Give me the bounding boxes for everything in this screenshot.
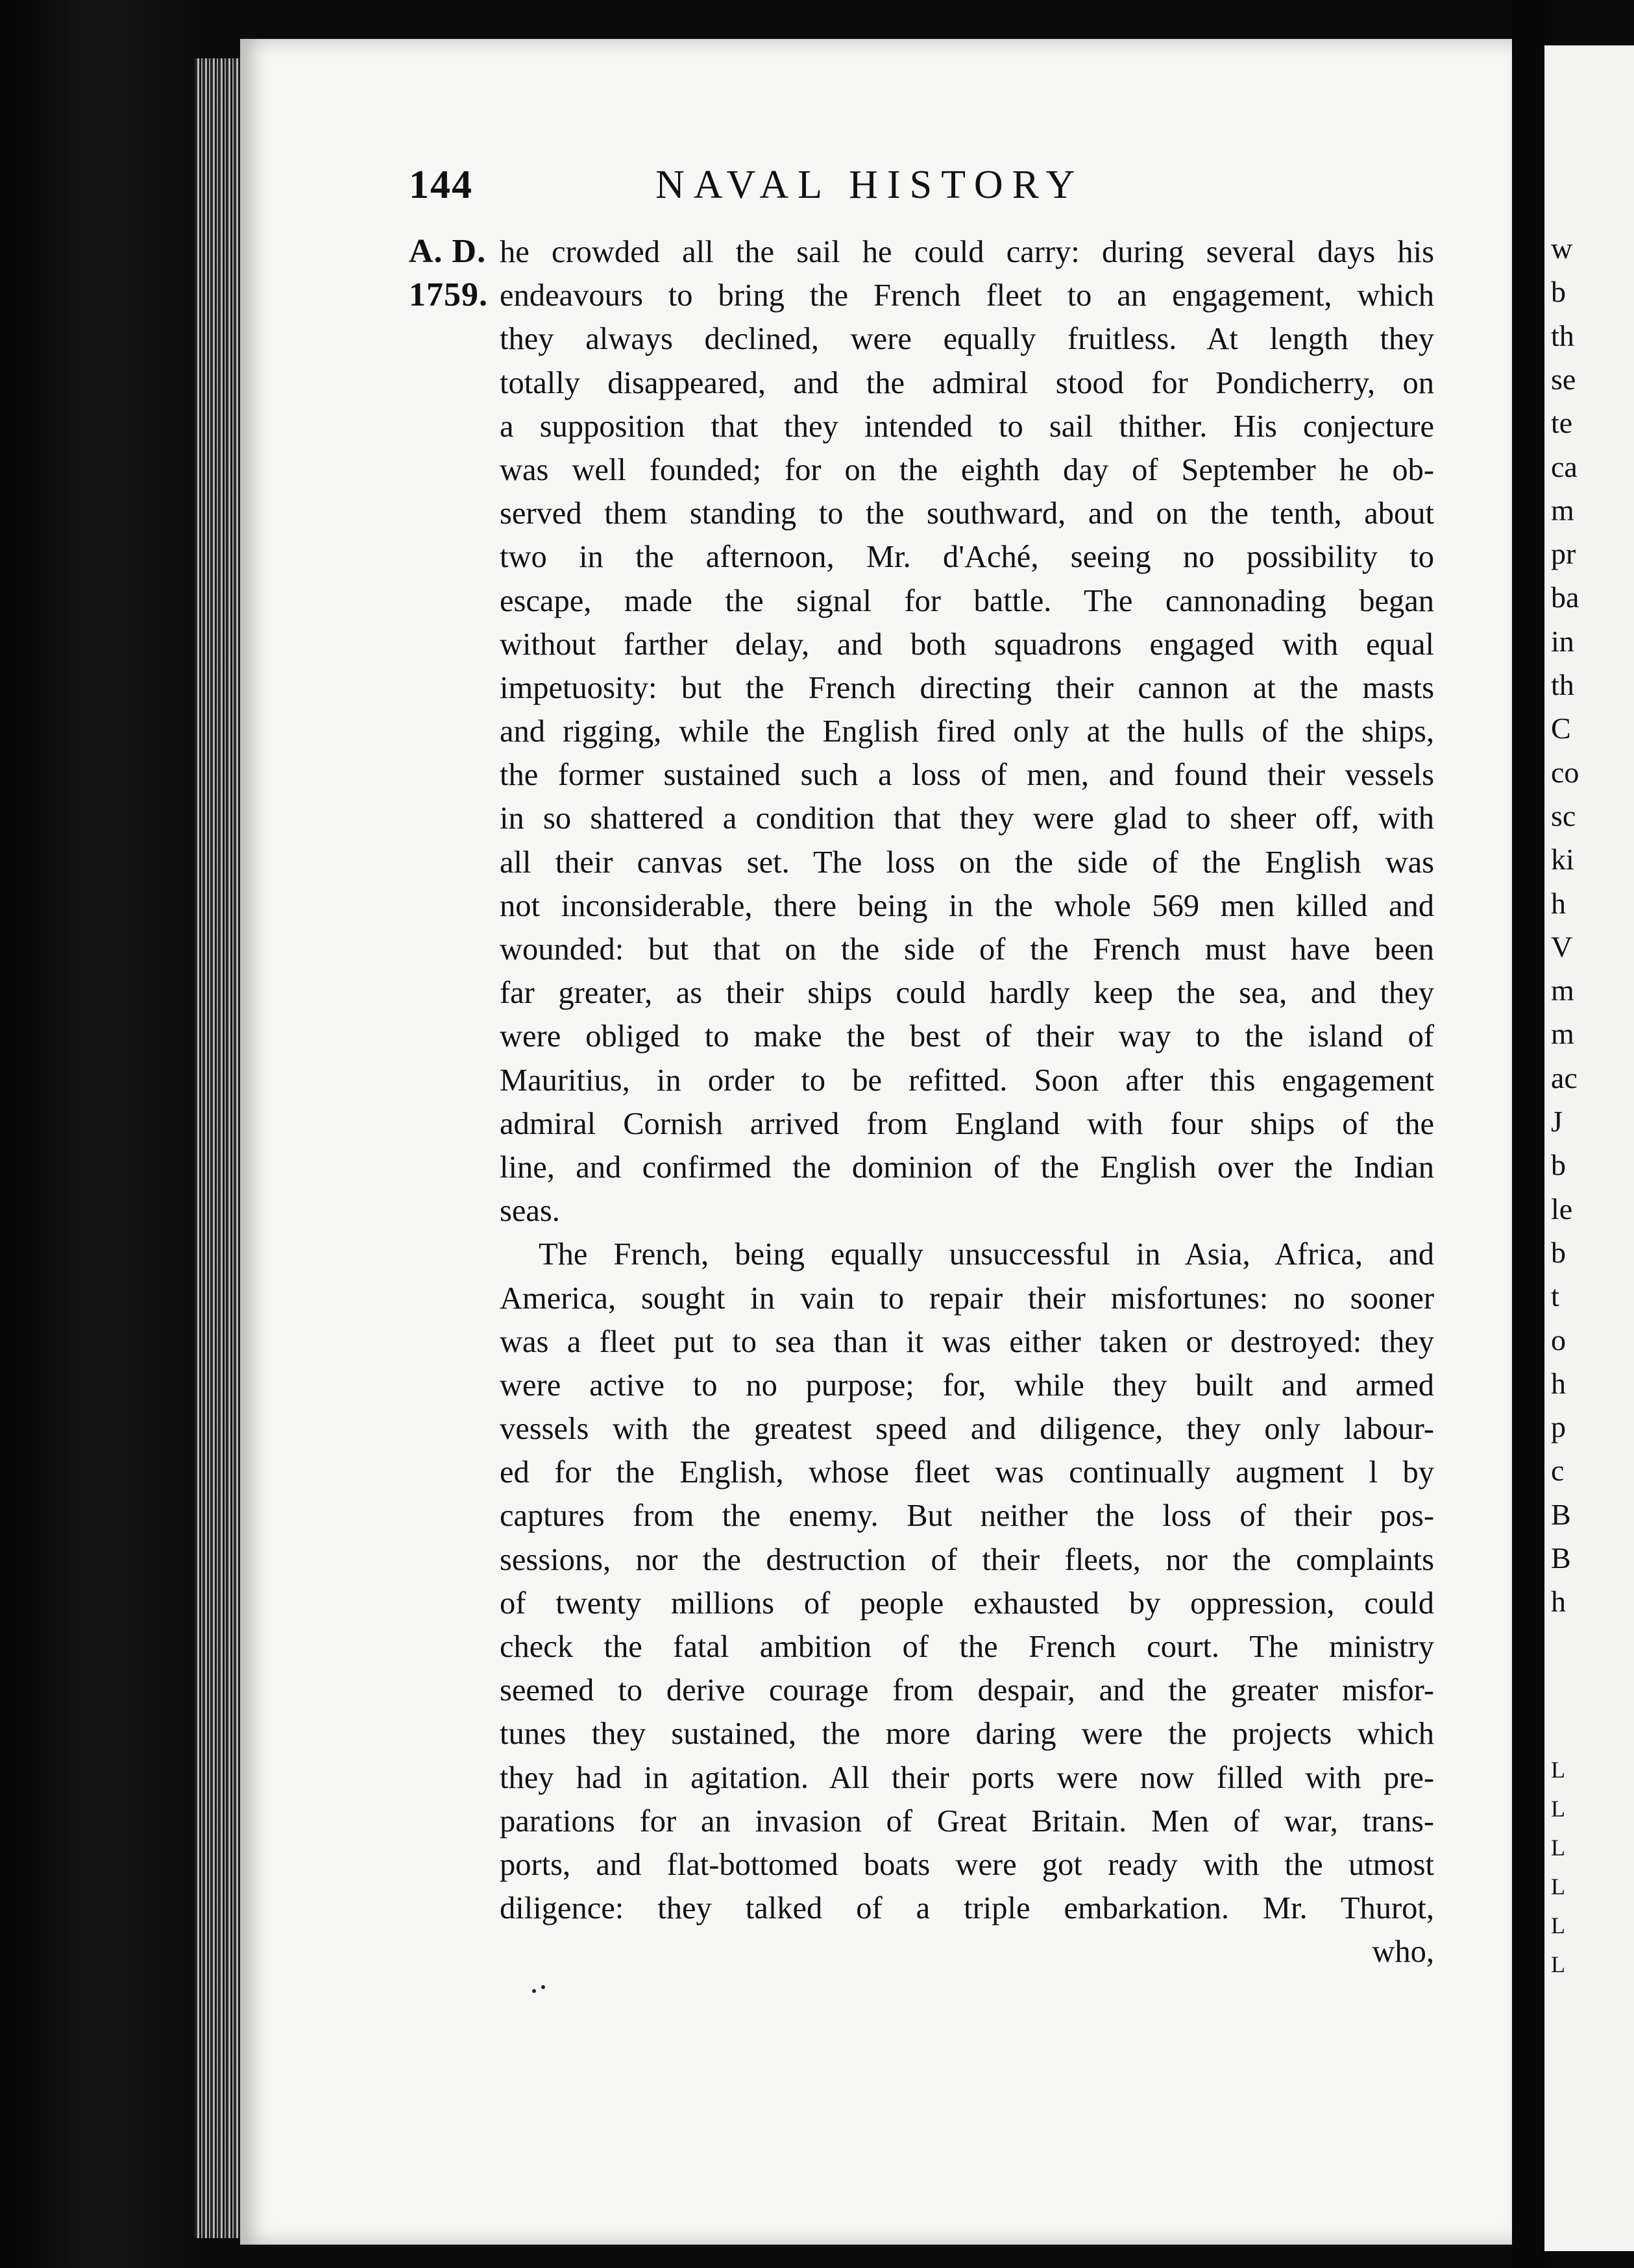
margin-note-year: 1759.	[409, 276, 488, 313]
facing-page-fragment: m	[1551, 974, 1574, 1007]
page-header	[409, 162, 1421, 208]
catchword: who,	[1372, 1935, 1434, 1970]
facing-page-fragment: L	[1551, 1951, 1565, 1977]
text-line: ed for the English, whose fleet was continually augment l by	[500, 1455, 1434, 1490]
text-line: were active to no purpose; for, while they built and armed	[500, 1368, 1434, 1403]
facing-page-fragment: b	[1551, 1235, 1566, 1269]
facing-page-fragment: w	[1551, 232, 1573, 265]
text-line: wounded: but that on the side of the French must have been	[500, 932, 1434, 967]
facing-page-fragment: in	[1551, 624, 1574, 658]
facing-page-fragment: L	[1551, 1835, 1565, 1861]
text-line: without farther delay, and both squadrons engaged with equal	[500, 627, 1434, 662]
facing-page-fragment: p	[1551, 1410, 1566, 1444]
facing-page-fragment: ba	[1551, 581, 1579, 614]
facing-page-fragment: c	[1551, 1454, 1565, 1488]
page-edges	[195, 58, 241, 2238]
facing-page-fragment: V	[1551, 930, 1573, 963]
text-line: Mauritius, in order to be refitted. Soon after this engagement	[500, 1063, 1434, 1098]
text-line: admiral Cornish arrived from England with four ships of the	[500, 1106, 1434, 1141]
text-line: endeavours to bring the French fleet to an engagement, which	[500, 278, 1434, 313]
page-number: 144	[409, 163, 473, 207]
facing-page-fragment: se	[1551, 362, 1576, 396]
text-line: they had in agitation. All their ports were now filled with pre-	[500, 1760, 1434, 1795]
text-line: of twenty millions of people exhausted by oppression, could	[500, 1586, 1434, 1621]
text-line: far greater, as their ships could hardly keep the sea, and they	[500, 976, 1434, 1011]
text-line: sessions, nor the destruction of their fleets, nor the complaints	[500, 1542, 1434, 1577]
text-line: check the fatal ambition of the French court. The ministry	[500, 1630, 1434, 1664]
facing-page-fragment: te	[1551, 406, 1573, 440]
facing-page-fragment: ca	[1551, 450, 1578, 483]
facing-page-fragment: h	[1551, 886, 1566, 920]
facing-page-fragment: L	[1551, 1874, 1565, 1900]
text-line: were obliged to make the best of their way to the island of	[500, 1019, 1434, 1054]
facing-page-fragment: B	[1551, 1497, 1571, 1531]
text-line: captures from the enemy. But neither the loss of their pos-	[500, 1499, 1434, 1534]
text-line: all their canvas set. The loss on the side of the English was	[500, 845, 1434, 880]
facing-page-fragment: m	[1551, 493, 1574, 527]
facing-page-fragment: L	[1551, 1796, 1565, 1822]
text-line: he crowded all the sail he could carry: during several days his	[500, 235, 1434, 269]
body-text	[500, 230, 1434, 1974]
text-line: in so shattered a condition that they were glad to sheer off, with	[500, 801, 1434, 836]
text-line: was well founded; for on the eighth day of September he ob-	[500, 452, 1434, 487]
facing-page-fragment: J	[1551, 1105, 1563, 1138]
text-line: seemed to derive courage from despair, and the greater misfor-	[500, 1673, 1434, 1708]
facing-page-fragment: pr	[1551, 537, 1576, 571]
text-line: tunes they sustained, the more daring were the projects which	[500, 1717, 1434, 1752]
running-head: NAVAL HISTORY	[655, 163, 1084, 207]
facing-page-fragment: L	[1551, 1912, 1565, 1938]
text-line: totally disappeared, and the admiral stood for Pondicherry, on	[500, 365, 1434, 400]
text-line: impetuosity: but the French directing their cannon at the masts	[500, 670, 1434, 705]
facing-page-fragment: C	[1551, 712, 1571, 745]
facing-page-fragment: ki	[1551, 843, 1574, 876]
text-line: vessels with the greatest speed and diligence, they only labour-	[500, 1412, 1434, 1447]
facing-page-fragment: ac	[1551, 1061, 1578, 1094]
text-line: seas.	[500, 1194, 560, 1229]
text-line: escape, made the signal for battle. The cannonading began	[500, 583, 1434, 618]
text-line: was a fleet put to sea than it was either taken or destroyed: they	[500, 1324, 1434, 1359]
text-line: ports, and flat-bottomed boats were got ready with the utmost	[500, 1847, 1434, 1882]
facing-page-fragment: h	[1551, 1585, 1566, 1619]
text-line: served them standing to the southward, and on the tenth, about	[500, 496, 1434, 531]
facing-page-fragment: th	[1551, 668, 1574, 701]
text-line: parations for an invasion of Great Britain. Men of war, trans-	[500, 1804, 1434, 1839]
book-spine-shadow	[0, 0, 214, 2268]
facing-page-fragment: L	[1551, 1757, 1565, 1783]
facing-page-fragment: o	[1551, 1323, 1566, 1357]
text-line: The French, being equally unsuccessful in Asia, Africa, and	[539, 1237, 1434, 1272]
facing-page-fragment: m	[1551, 1017, 1574, 1051]
text-line: line, and confirmed the dominion of the English over the Indian	[500, 1150, 1434, 1185]
facing-page-edge	[1544, 45, 1634, 2251]
text-line: and rigging, while the English fired only at the hulls of the ships,	[500, 714, 1434, 749]
facing-page-fragment: h	[1551, 1366, 1566, 1400]
text-line: two in the afternoon, Mr. d'Aché, seeing no possibility to	[500, 540, 1434, 575]
facing-page-fragment: sc	[1551, 799, 1576, 832]
ink-specks	[532, 1985, 558, 1998]
text-line: America, sought in vain to repair their misfortunes: no sooner	[500, 1281, 1434, 1316]
text-line: the former sustained such a loss of men, and found their vessels	[500, 758, 1434, 793]
facing-page-fragment: t	[1551, 1279, 1559, 1313]
facing-page-fragment: B	[1551, 1541, 1571, 1574]
facing-page-fragment: th	[1551, 319, 1574, 352]
text-line: they always declined, were equally fruitless. At length they	[500, 322, 1434, 357]
text-line: diligence: they talked of a triple embarkation. Mr. Thurot,	[500, 1891, 1434, 1926]
margin-note-ad: A. D.	[409, 233, 487, 270]
text-line: not inconsiderable, there being in the whole 569 men killed and	[500, 888, 1434, 923]
facing-page-fragment: b	[1551, 1148, 1566, 1182]
facing-page-fragment: le	[1551, 1192, 1573, 1225]
facing-page-fragment: b	[1551, 275, 1566, 309]
facing-page-fragment: co	[1551, 755, 1579, 789]
text-line: a supposition that they intended to sail thither. His conjecture	[500, 409, 1434, 444]
